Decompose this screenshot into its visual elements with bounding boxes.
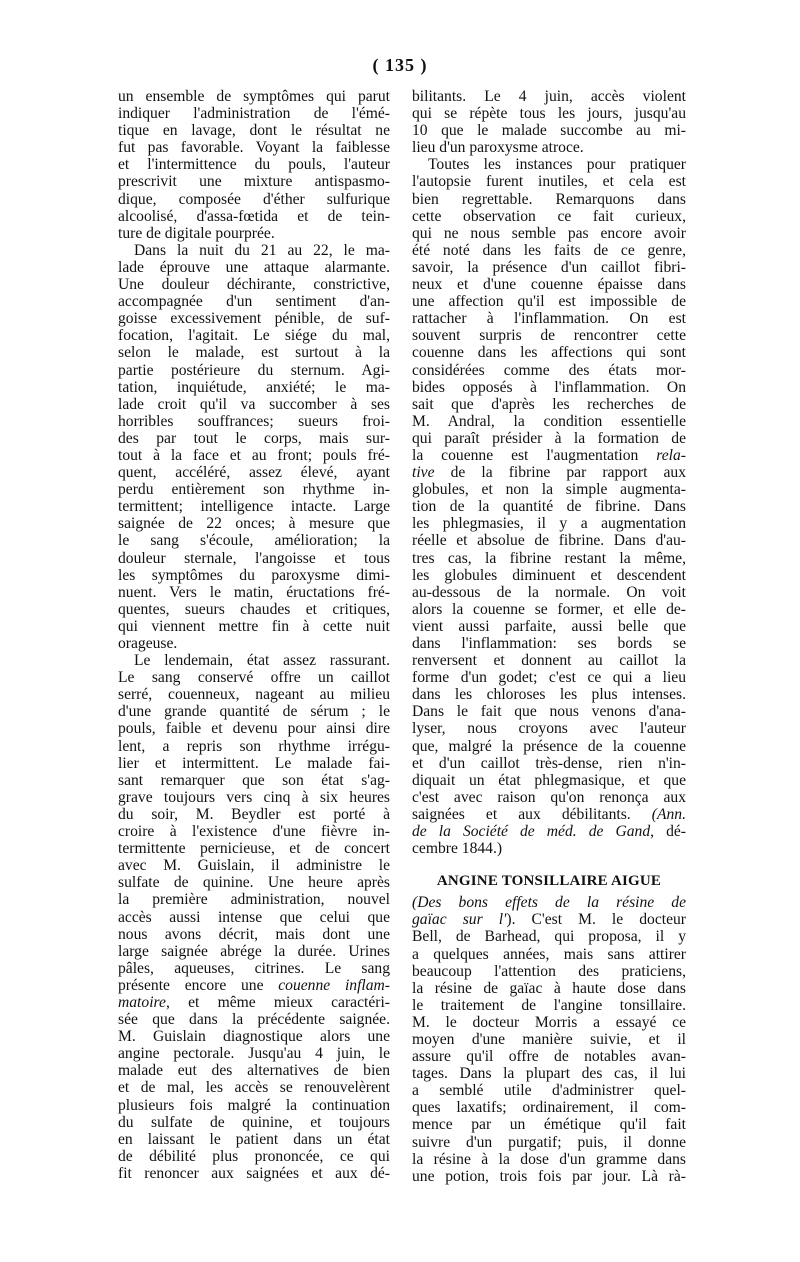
- text-line: tages. Dans la plupart des cas, il lui: [412, 1065, 686, 1083]
- text-line: tion de la quantité de fibrine. Dans: [412, 498, 686, 516]
- text-line: lent, a repris son rhythme irrégu-: [118, 737, 390, 755]
- text-line: pouls, faible et devenu pour ainsi dire: [118, 720, 390, 738]
- text-line: gaïac sur l'). C'est M. le docteur: [412, 911, 686, 929]
- text-line: savoir, la présence d'un caillot fibri-: [412, 258, 686, 276]
- text-line: tout à la face et au front; pouls fré-: [118, 446, 390, 464]
- text-line: ques laxatifs; ordinairement, il com-: [412, 1099, 686, 1117]
- text-line: lade croit qu'il va succomber à ses: [118, 395, 390, 413]
- text-line: large saignée abrége la durée. Urines: [118, 942, 390, 960]
- text-line: orageuse.: [118, 635, 178, 652]
- text-line: serré, couenneux, nageant au milieu: [118, 686, 390, 704]
- text-line: du soir, M. Beydler est porté à: [118, 805, 390, 823]
- text-line: bilitants. Le 4 juin, accès violent: [412, 88, 686, 105]
- text-line: la résine de gaïac à haute dose dans: [412, 979, 686, 997]
- text-line: tation, inquiétude, anxiété; le ma-: [118, 378, 390, 396]
- text-line: Toutes les instances pour pratiquer: [428, 156, 686, 174]
- text-line: cette observation ce fait curieux,: [412, 207, 686, 225]
- text-line: lier et intermittent. Le malade fai-: [118, 754, 390, 772]
- text-line: alcoolisé, d'assa-fœtida et de tein-: [118, 207, 390, 225]
- text-line: sait que d'après les recherches de: [412, 395, 686, 413]
- text-line: goisse excessivement pénible, de suf-: [118, 310, 390, 328]
- text-line: au-dessous de la normale. On voit: [412, 583, 686, 601]
- text-line: qui viennent mettre fin à cette nuit: [118, 617, 390, 635]
- text-line: ture de digitale pourprée.: [118, 224, 275, 242]
- text-line: de la Société de méd. de Gand, dé-: [412, 823, 686, 841]
- text-line: Le lendemain, état assez rassurant.: [134, 652, 390, 670]
- text-line: tique en lavage, dont le résultat ne: [118, 122, 390, 140]
- text-line: lade éprouve une attaque alarmante.: [118, 258, 390, 276]
- text-line: matoire, et même mieux caractéri-: [118, 993, 390, 1011]
- text-line: Dans le fait que nous venons d'ana-: [412, 703, 686, 721]
- text-line: été noté dans les faits de ce genre,: [412, 241, 686, 259]
- text-line: (Des bons effets de la résine de: [412, 894, 686, 912]
- text-line: réelle et absolue de fibrine. Dans d'au-: [412, 532, 686, 550]
- text-line: lieu d'un paroxysme atroce.: [412, 139, 584, 157]
- text-line: les globules diminuent et descendent: [412, 566, 686, 584]
- text-line: quent, accéléré, assez élevé, ayant: [118, 464, 390, 482]
- text-line: moyen d'une manière suivie, et il: [412, 1030, 686, 1048]
- text-line: et d'un caillot très-dense, rien n'in-: [412, 754, 686, 772]
- text-line: bien regrettable. Remarquons dans: [412, 190, 686, 208]
- text-line: qui se répète tous les jours, jusqu'au: [412, 105, 686, 123]
- text-line: en laissant le patient dans un état: [118, 1130, 390, 1148]
- text-line: la résine à la dose d'un gramme dans: [412, 1150, 686, 1168]
- text-line: la couenne est l'augmentation rela-: [412, 446, 686, 464]
- text-line: saignées et aux débilitants. (Ann.: [412, 805, 686, 823]
- text-line: prescrivit une mixture antispasmo-: [118, 173, 390, 191]
- text-line: globules, et non la simple augmenta-: [412, 481, 686, 499]
- section-heading: ANGINE TONSILLAIRE AIGUE: [436, 873, 662, 890]
- text-line: selon le malade, est surtout à la: [118, 344, 390, 362]
- text-line: plusieurs fois malgré la continuation: [118, 1096, 390, 1114]
- text-line: c'est avec raison qu'on renonça aux: [412, 788, 686, 806]
- text-line: un ensemble de symptômes qui parut: [118, 88, 390, 105]
- text-line: M. Guislain diagnostique alors une: [118, 1028, 390, 1046]
- text-line: une potion, trois fois par jour. Là rà-: [412, 1167, 686, 1185]
- text-line: termittent; intelligence intacte. Large: [118, 498, 390, 516]
- left-column: [118, 88, 390, 1182]
- text-line: la première administration, nouvel: [118, 891, 390, 909]
- text-line: fit renoncer aux saignées et aux dé-: [118, 1164, 390, 1182]
- text-line: a semblé utile d'administrer quel-: [412, 1082, 686, 1100]
- text-line: indiquer l'administration de l'émé-: [118, 105, 390, 123]
- text-line: horribles souffrances; sueurs froi-: [118, 412, 390, 430]
- text-line: qui paraît présider à la formation de: [412, 429, 686, 447]
- right-column-text-lower: [412, 894, 686, 1185]
- text-line: malade eut des alternatives de bien: [118, 1062, 390, 1080]
- text-line: a quelques années, mais sans attirer: [412, 945, 686, 963]
- text-line: le sang s'écoule, amélioration; la: [118, 532, 390, 550]
- text-line: Une douleur déchirante, constrictive,: [118, 276, 390, 294]
- text-line: renversent et donnent au caillot la: [412, 652, 686, 670]
- text-line: saignée de 22 onces; à mesure que: [118, 515, 390, 533]
- text-line: 10 que le malade succombe au mi-: [412, 122, 686, 140]
- text-line: sant remarquer que son état s'ag-: [118, 771, 390, 789]
- text-line: partie postérieure du sternum. Agi-: [118, 361, 390, 379]
- text-line: de débilité plus prononcée, ce qui: [118, 1147, 390, 1165]
- text-line: beaucoup l'attention des praticiens,: [412, 962, 686, 980]
- text-line: vient aussi parfaite, aussi belle que: [412, 617, 686, 635]
- text-line: tive de la fibrine par rapport aux: [412, 464, 686, 482]
- text-line: Bell, de Barhead, qui proposa, il y: [412, 928, 686, 946]
- text-line: suivre d'un purgatif; puis, il donne: [412, 1133, 686, 1151]
- page-number: ( 135 ): [372, 55, 428, 75]
- text-line: avec M. Guislain, il administre le: [118, 857, 390, 875]
- text-line: tres cas, la fibrine restant la même,: [412, 549, 686, 567]
- right-column: [412, 88, 686, 1185]
- text-line: souvent surpris de rencontrer cette: [412, 327, 686, 345]
- text-line: les symptômes du paroxysme dimi-: [118, 566, 390, 584]
- text-line: M. le docteur Morris a essayé ce: [412, 1013, 686, 1031]
- right-column-text-upper: [412, 88, 686, 857]
- text-line: neux et d'une couenne épaisse dans: [412, 276, 686, 294]
- text-line: croire à l'existence d'une fièvre in-: [118, 823, 390, 841]
- text-line: les phlegmasies, il y a augmentation: [412, 515, 686, 533]
- text-line: du sulfate de quinine, et toujours: [118, 1113, 390, 1131]
- text-line: et de mal, les accès se renouvelèrent: [118, 1079, 390, 1097]
- text-line: présente encore une couenne inflam-: [118, 976, 390, 994]
- text-line: accès aussi intense que celui que: [118, 908, 390, 926]
- text-line: l'autopsie furent inutiles, et cela est: [412, 173, 686, 191]
- text-line: nuent. Vers le matin, éructations fré-: [118, 583, 390, 601]
- text-line: M. Andral, la condition essentielle: [412, 412, 686, 430]
- text-line: couenne dans les affections qui sont: [412, 344, 686, 362]
- text-line: considérées comme des états mor-: [412, 361, 686, 379]
- text-line: douleur sternale, l'angoisse et tous: [118, 549, 390, 567]
- text-line: diquait un état phlegmasique, et que: [412, 771, 686, 789]
- text-line: dique, composée d'éther sulfurique: [118, 190, 390, 208]
- text-line: cembre 1844.): [412, 840, 503, 858]
- text-line: Dans la nuit du 21 au 22, le ma-: [134, 241, 390, 259]
- text-line: accompagnée d'un sentiment d'an-: [118, 293, 390, 311]
- text-line: sée que dans la précédente saignée.: [118, 1011, 390, 1029]
- text-line: dans les chloroses les plus intenses.: [412, 686, 686, 704]
- text-line: dans l'inflammation: ses bords se: [412, 635, 686, 652]
- text-line: que, malgré la présence de la couenne: [412, 737, 686, 755]
- text-line: grave toujours vers cinq à six heures: [118, 788, 390, 806]
- text-line: qui ne nous semble pas encore avoir: [412, 224, 686, 242]
- text-line: angine pectorale. Jusqu'au 4 juin, le: [118, 1045, 390, 1063]
- text-line: perdu entièrement son rhythme in-: [118, 481, 390, 499]
- text-line: forme d'un godet; c'est ce qui a lieu: [412, 669, 686, 687]
- text-line: nous avons décrit, mais dont une: [118, 925, 390, 943]
- text-line: bides opposés à l'inflammation. On: [412, 378, 686, 396]
- text-line: le traitement de l'angine tonsillaire.: [412, 996, 686, 1014]
- text-line: lyser, nous croyons avec l'auteur: [412, 720, 686, 738]
- text-line: quentes, sueurs chaudes et critiques,: [118, 600, 390, 618]
- text-line: des par tout le corps, mais sur-: [118, 429, 390, 447]
- text-line: pâles, aqueuses, citrines. Le sang: [118, 959, 390, 977]
- text-line: assure qu'il offre de notables avan-: [412, 1048, 686, 1066]
- text-line: Le sang conservé offre un caillot: [118, 669, 390, 687]
- text-line: sulfate de quinine. Une heure après: [118, 874, 390, 892]
- text-line: fut pas favorable. Voyant la faiblesse: [118, 139, 390, 157]
- text-line: une affection qu'il est impossible de: [412, 293, 686, 311]
- text-line: mence par un émétique qu'il fait: [412, 1116, 686, 1134]
- text-line: et l'intermittence du pouls, l'auteur: [118, 156, 390, 174]
- text-line: d'une grande quantité de sérum ; le: [118, 703, 390, 721]
- text-line: rattacher à l'inflammation. On est: [412, 310, 686, 328]
- text-line: focation, l'agitait. Le siége du mal,: [118, 327, 390, 345]
- text-line: alors la couenne se former, et elle de-: [412, 600, 686, 618]
- text-line: termittente pernicieuse, et de concert: [118, 840, 390, 858]
